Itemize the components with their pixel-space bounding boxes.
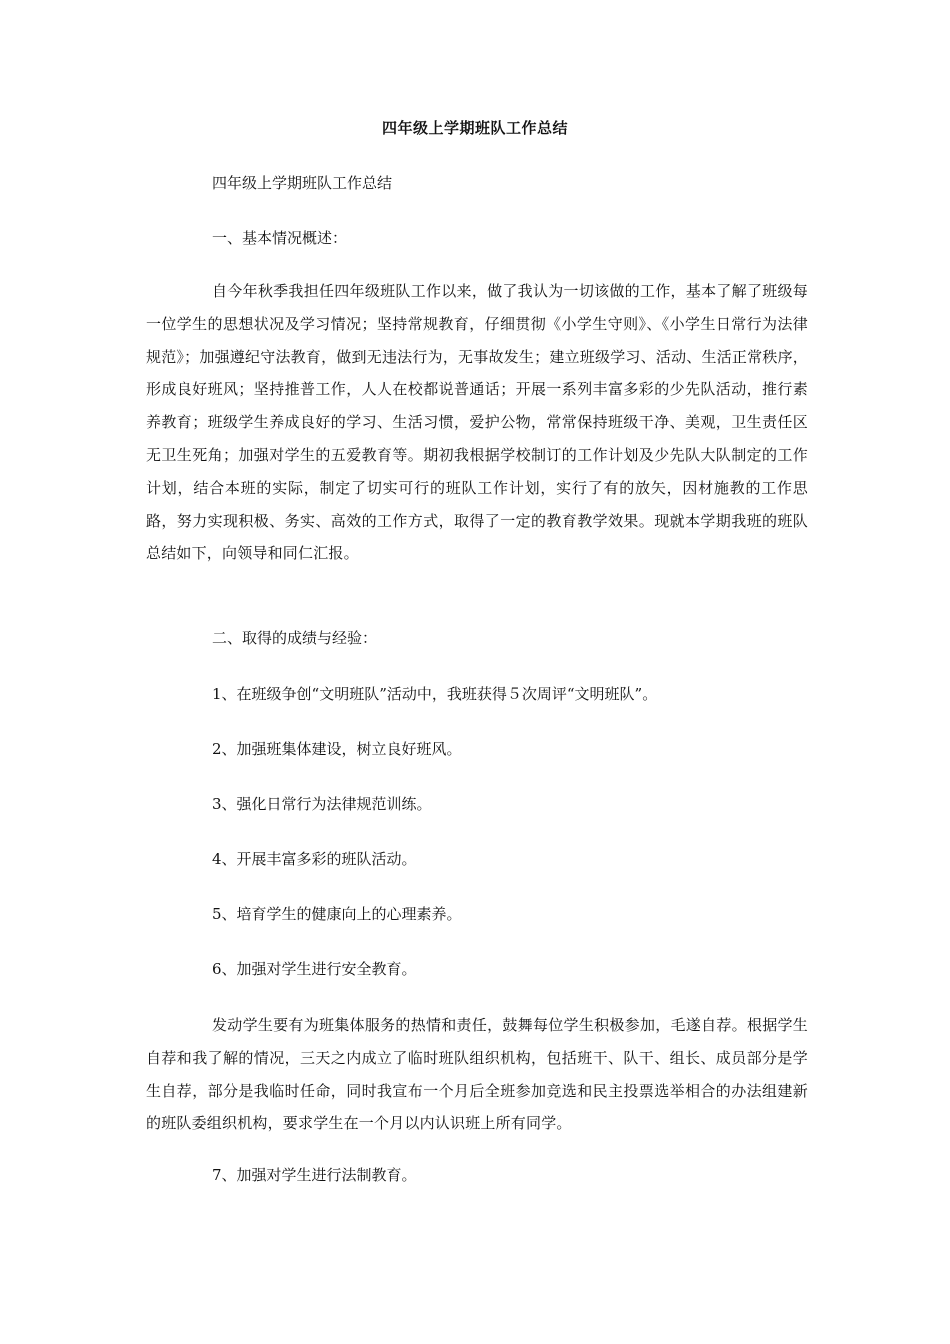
list-item: 1、在班级争创“文明班队”活动中，我班获得５次周评“文明班队”。 — [212, 685, 658, 703]
list-item: 3、强化日常行为法律规范训练。 — [212, 795, 432, 813]
list-item: 5、培育学生的健康向上的心理素养。 — [212, 905, 462, 923]
section1-heading: 一、基本情况概述： — [212, 229, 348, 247]
item6-paragraph: 发动学生要有为班集体服务的热情和责任，鼓舞每位学生积极参加，毛遂自荐。根据学生自荐和我了解的情况，三天之内成立了临时班队组织机构，包括班干、队干、组长、成员部分是学生自荐，部分是我临时任命，同时我宣布一个月后全班参加竞选和民主投票选举相合的办法组建新的班队委组织机构，要求学生在一个月以内认识班上所有同学。 — [146, 1016, 808, 1133]
document-title: 四年级上学期班队工作总结 — [381, 119, 568, 137]
list-item: 6、加强对学生进行安全教育。 — [212, 960, 417, 978]
list-item: 7、加强对学生进行法制教育。 — [212, 1166, 417, 1184]
section2-heading: 二、取得的成绩与经验： — [212, 629, 378, 647]
section1-paragraph: 自今年秋季我担任四年级班队工作以来，做了我认为一切该做的工作，基本了解了班级每一位学生的思想状况及学习情况；坚持常规教育，仔细贯彻《小学生守则》、《小学生日常行为法律规范》；加强遵纪守法教育，做到无违法行为，无事故发生；建立班级学习、活动、生活正常秩序，形成良好班风；坚持推普工作，人人在校都说普通话；开展一系列丰富多彩的少先队活动，推行素养教育；班级学生养成良好的学习、生活习惯，爱护公物，常常保持班级干净、美观，卫生责任区无卫生死角；加强对学生的五爱教育等。期初我根据学校制订的工作计划及少先队大队制定的工作计划，结合本班的实际，制定了切实可行的班队工作计划，实行了有的放矢，因材施教的工作思路，努力实现积极、务实、高效的工作方式，取得了一定的教育教学效果。现就本学期我班的班队总结如下，向领导和同仁汇报。 — [146, 282, 808, 563]
list-item: 2、加强班集体建设，树立良好班风。 — [212, 740, 462, 758]
list-item: 4、开展丰富多彩的班队活动。 — [212, 850, 417, 868]
document-subtitle: 四年级上学期班队工作总结 — [212, 174, 393, 192]
